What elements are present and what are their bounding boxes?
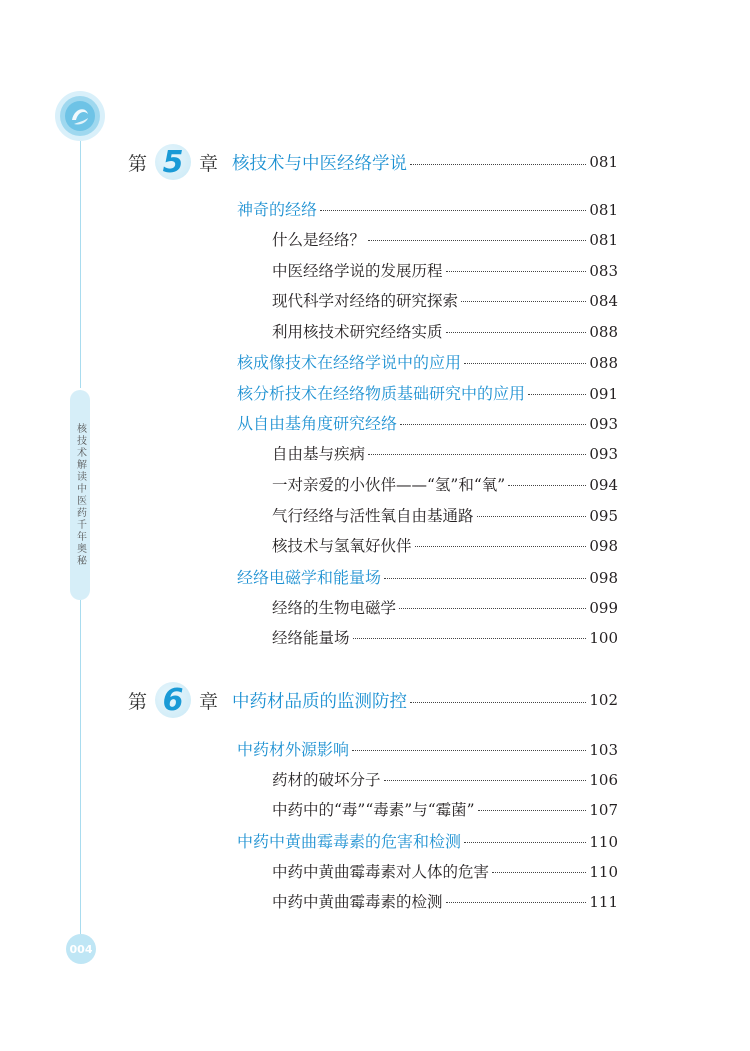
dot-leader — [415, 546, 587, 547]
dot-leader — [446, 332, 587, 333]
spine-text: 核技术解读中医药千年奥秘 — [74, 423, 86, 567]
toc-title: 经络能量场 — [272, 629, 350, 647]
dot-leader — [446, 902, 587, 903]
toc-page: 106 — [589, 771, 618, 789]
toc-page: 100 — [589, 629, 618, 647]
toc-section-item[interactable] — [237, 350, 618, 374]
toc-subsection-item[interactable] — [272, 289, 618, 313]
toc-subsection-item[interactable] — [272, 860, 618, 884]
toc-title: 现代科学对经络的研究探索 — [272, 292, 459, 310]
dot-leader — [384, 578, 586, 579]
toc-title: 中医经络学说的发展历程 — [272, 262, 443, 280]
dot-leader — [352, 750, 586, 751]
toc-section-item[interactable] — [237, 381, 618, 405]
toc-title: 从自由基角度研究经络 — [237, 414, 398, 433]
toc-page: 094 — [589, 476, 618, 494]
spine-label — [70, 390, 90, 600]
dot-leader — [353, 638, 587, 639]
toc-page: 093 — [589, 445, 618, 463]
toc-title: 中药中黄曲霉毒素的危害和检测 — [237, 832, 462, 851]
chapter-page: 102 — [589, 691, 618, 709]
rail-line-bottom — [80, 600, 81, 934]
toc-subsection-item[interactable] — [272, 534, 618, 558]
dot-leader — [446, 271, 587, 272]
toc-page: 088 — [589, 323, 618, 341]
toc-title: 一对亲爱的小伙伴——“氢”和“氧” — [272, 476, 506, 494]
rail-line-top — [80, 140, 81, 388]
toc-page: 083 — [589, 262, 618, 280]
chapter-number: 6 — [162, 682, 184, 718]
toc-subsection-item[interactable] — [272, 228, 618, 252]
toc-title: 核技术与氢氧好伙伴 — [272, 537, 412, 555]
dot-leader — [368, 454, 586, 455]
toc-title: 经络电磁学和能量场 — [237, 568, 382, 587]
toc-title: 中药中的“毒”“毒素”与“霉菌” — [272, 801, 475, 819]
toc-page: 111 — [589, 893, 618, 911]
dot-leader — [368, 240, 586, 241]
toc-page: 099 — [589, 599, 618, 617]
chapter-title: 核技术与中医经络学说 — [232, 153, 408, 174]
chapter-page: 081 — [589, 153, 618, 171]
dot-leader — [410, 164, 586, 165]
dot-leader — [477, 516, 587, 517]
dot-leader — [464, 842, 586, 843]
toc-section-item[interactable] — [237, 197, 618, 221]
page-number: 004 — [69, 942, 93, 956]
toc-subsection-item[interactable] — [272, 442, 618, 466]
toc-title: 利用核技术研究经络实质 — [272, 323, 443, 341]
toc-subsection-item[interactable] — [272, 320, 618, 344]
toc-subsection-item[interactable] — [272, 626, 618, 650]
page-number-badge — [66, 934, 96, 964]
toc-page: 110 — [589, 833, 618, 851]
toc-page: 084 — [589, 292, 618, 310]
chapter-number-badge — [155, 144, 191, 180]
dot-leader — [410, 702, 586, 703]
chapter-suffix: 章 — [199, 690, 219, 713]
chapter-prefix: 第 — [128, 152, 148, 175]
toc-title: 中药中黄曲霉毒素的检测 — [272, 893, 443, 911]
toc-subsection-item[interactable] — [272, 798, 618, 822]
chapter-heading[interactable] — [128, 680, 618, 720]
chapter-title: 中药材品质的监测防控 — [232, 691, 408, 712]
toc-page: 103 — [589, 741, 618, 759]
toc-subsection-item[interactable] — [272, 504, 618, 528]
toc-page: 088 — [589, 354, 618, 372]
toc-subsection-item[interactable] — [272, 890, 618, 914]
dot-leader — [384, 780, 587, 781]
toc-page: 091 — [589, 385, 618, 403]
toc-subsection-item[interactable] — [272, 596, 618, 620]
chapter-heading[interactable] — [128, 142, 618, 182]
toc-title: 核分析技术在经络物质基础研究中的应用 — [237, 384, 526, 403]
toc-subsection-item[interactable] — [272, 473, 618, 497]
toc-page: 107 — [589, 801, 618, 819]
toc-section-item[interactable] — [237, 737, 618, 761]
toc-subsection-item[interactable] — [272, 768, 618, 792]
chapter-suffix: 章 — [199, 152, 219, 175]
dot-leader — [528, 394, 586, 395]
toc-section-item[interactable] — [237, 829, 618, 853]
chapter-prefix: 第 — [128, 690, 148, 713]
toc-title: 神奇的经络 — [237, 200, 318, 219]
toc-title: 药材的破坏分子 — [272, 771, 381, 789]
toc-section-item[interactable] — [237, 565, 618, 589]
toc-title: 中药材外源影响 — [237, 740, 350, 759]
dot-leader — [399, 608, 586, 609]
toc-page: 098 — [589, 569, 618, 587]
dot-leader — [508, 485, 586, 486]
toc-page: 095 — [589, 507, 618, 525]
dot-leader — [461, 301, 586, 302]
toc-title: 自由基与疾病 — [272, 445, 366, 463]
toc-title: 什么是经络？ — [272, 231, 366, 249]
dot-leader — [464, 363, 586, 364]
toc-title: 气行经络与活性氧自由基通路 — [272, 507, 474, 525]
book-emblem-icon — [54, 90, 106, 142]
toc-page: 093 — [589, 415, 618, 433]
toc-page: 081 — [589, 201, 618, 219]
dot-leader — [492, 872, 586, 873]
dot-leader — [320, 210, 586, 211]
toc-section-item[interactable] — [237, 411, 618, 435]
dot-leader — [400, 424, 586, 425]
toc-title: 核成像技术在经络学说中的应用 — [237, 353, 462, 372]
toc-page: 081 — [589, 231, 618, 249]
toc-title: 中药中黄曲霉毒素对人体的危害 — [272, 863, 490, 881]
toc-page: 110 — [589, 863, 618, 881]
chapter-number: 5 — [162, 144, 184, 180]
toc-page: 098 — [589, 537, 618, 555]
toc-title: 经络的生物电磁学 — [272, 599, 397, 617]
toc-subsection-item[interactable] — [272, 259, 618, 283]
chapter-number-badge — [155, 682, 191, 718]
dot-leader — [478, 810, 587, 811]
